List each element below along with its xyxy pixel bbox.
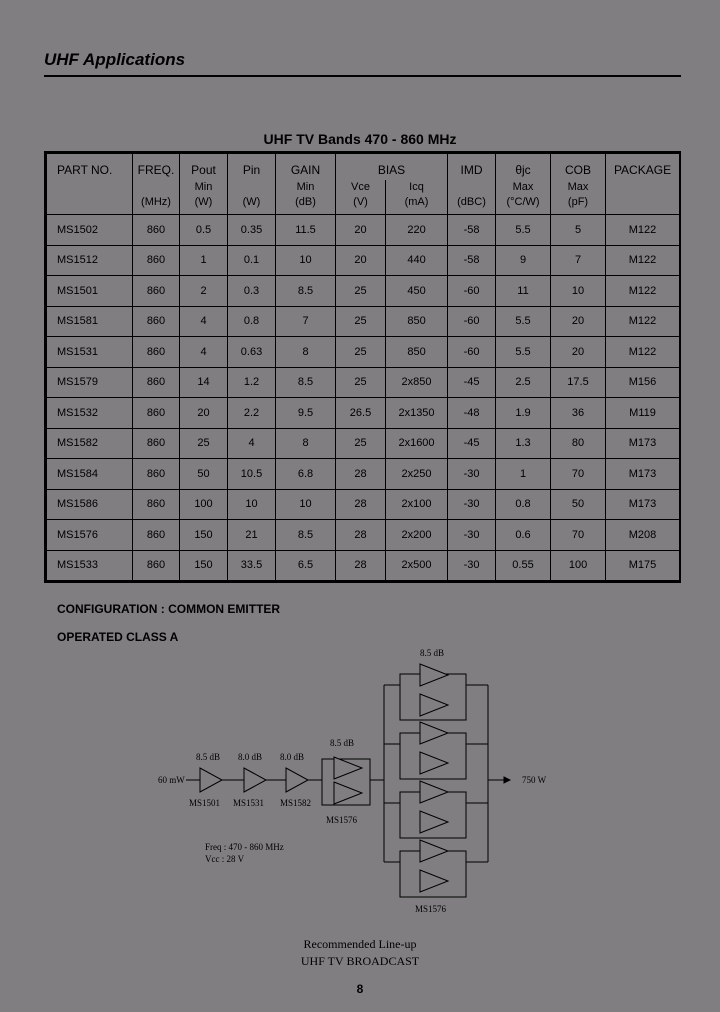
table-cell: M122 bbox=[606, 276, 680, 307]
table-cell: 4 bbox=[180, 306, 228, 337]
stage-3-gain: 8.0 dB bbox=[280, 752, 305, 762]
unit-cell: (dB) bbox=[276, 194, 336, 215]
unit-row bbox=[47, 194, 680, 215]
table-cell: 20 bbox=[180, 398, 228, 429]
table-cell: M122 bbox=[606, 337, 680, 368]
table-row bbox=[47, 428, 680, 459]
subheader-cell: Min bbox=[276, 180, 336, 194]
table-cell: 2x850 bbox=[386, 367, 448, 398]
table-cell: 20 bbox=[551, 306, 606, 337]
unit-cell: (mA) bbox=[386, 194, 448, 215]
table-cell: 7 bbox=[276, 306, 336, 337]
table-cell: 150 bbox=[180, 520, 228, 551]
table-cell: 9 bbox=[496, 245, 551, 276]
table-cell: M122 bbox=[606, 306, 680, 337]
table-cell: 0.35 bbox=[228, 215, 276, 246]
table-cell: 20 bbox=[336, 245, 386, 276]
part-number-cell: MS1582 bbox=[47, 428, 133, 459]
output-power-label: 750 W bbox=[522, 775, 547, 785]
table-cell: 2 bbox=[180, 276, 228, 307]
amp-stage-4b bbox=[334, 782, 362, 804]
table-cell: M175 bbox=[606, 550, 680, 581]
final-stage-gain: 8.5 dB bbox=[420, 648, 445, 658]
table-row bbox=[47, 367, 680, 398]
table-cell: 11 bbox=[496, 276, 551, 307]
header-row bbox=[47, 154, 680, 181]
freq-condition: Freq : 470 - 860 MHz bbox=[205, 842, 284, 852]
table-cell: 17.5 bbox=[551, 367, 606, 398]
spec-table bbox=[46, 153, 680, 581]
table-cell: -58 bbox=[448, 215, 496, 246]
table-title: UHF TV Bands 470 - 860 MHz bbox=[263, 131, 457, 147]
unit-cell bbox=[47, 194, 133, 215]
unit-cell: (W) bbox=[228, 194, 276, 215]
amp-stage-4a bbox=[334, 757, 362, 779]
subheader-cell bbox=[606, 180, 680, 194]
subheader-cell: Vce bbox=[336, 180, 386, 194]
part-number-cell: MS1581 bbox=[47, 306, 133, 337]
part-number-cell: MS1533 bbox=[47, 550, 133, 581]
table-cell: M156 bbox=[606, 367, 680, 398]
final-stage-part: MS1576 bbox=[415, 904, 447, 914]
col-header-pout: Pout bbox=[180, 154, 228, 181]
part-number-cell: MS1532 bbox=[47, 398, 133, 429]
spec-table-frame bbox=[44, 151, 681, 583]
heading-rule bbox=[44, 75, 681, 77]
stage-1-gain: 8.5 dB bbox=[196, 752, 221, 762]
part-number-cell: MS1531 bbox=[47, 337, 133, 368]
part-number-cell: MS1512 bbox=[47, 245, 133, 276]
table-cell: 860 bbox=[133, 337, 180, 368]
vcc-condition: Vcc : 28 V bbox=[205, 854, 245, 864]
table-cell: 8.5 bbox=[276, 367, 336, 398]
table-cell: 26.5 bbox=[336, 398, 386, 429]
caption-line-1: Recommended Line-up bbox=[303, 937, 417, 951]
unit-cell: (pF) bbox=[551, 194, 606, 215]
table-cell: 7 bbox=[551, 245, 606, 276]
table-row bbox=[47, 215, 680, 246]
table-row bbox=[47, 550, 680, 581]
table-cell: -60 bbox=[448, 306, 496, 337]
table-cell: 860 bbox=[133, 520, 180, 551]
table-cell: M173 bbox=[606, 489, 680, 520]
subheader-cell bbox=[448, 180, 496, 194]
table-cell: 150 bbox=[180, 550, 228, 581]
table-cell: 20 bbox=[551, 337, 606, 368]
table-cell: -30 bbox=[448, 459, 496, 490]
table-row bbox=[47, 306, 680, 337]
table-cell: 2.5 bbox=[496, 367, 551, 398]
table-cell: 10 bbox=[228, 489, 276, 520]
table-cell: 25 bbox=[336, 306, 386, 337]
table-cell: 36 bbox=[551, 398, 606, 429]
table-cell: M122 bbox=[606, 215, 680, 246]
table-cell: 860 bbox=[133, 489, 180, 520]
output-pair-3 bbox=[384, 781, 488, 838]
subheader-cell bbox=[133, 180, 180, 194]
col-header-freq: FREQ. bbox=[133, 154, 180, 181]
page-number: 8 bbox=[356, 982, 364, 996]
subheader-cell: Icq bbox=[386, 180, 448, 194]
table-cell: 8.5 bbox=[276, 520, 336, 551]
part-number-cell: MS1576 bbox=[47, 520, 133, 551]
table-cell: 2x1600 bbox=[386, 428, 448, 459]
unit-cell: (MHz) bbox=[133, 194, 180, 215]
table-cell: 0.63 bbox=[228, 337, 276, 368]
table-cell: -60 bbox=[448, 276, 496, 307]
part-number-cell: MS1586 bbox=[47, 489, 133, 520]
subheader-cell bbox=[47, 180, 133, 194]
table-cell: 10 bbox=[276, 245, 336, 276]
unit-cell: (dBC) bbox=[448, 194, 496, 215]
subheader-cell: Max bbox=[551, 180, 606, 194]
configuration-note: CONFIGURATION : COMMON EMITTER bbox=[57, 602, 281, 616]
amp-stage-2 bbox=[244, 768, 266, 792]
table-cell: -45 bbox=[448, 367, 496, 398]
table-cell: 1.2 bbox=[228, 367, 276, 398]
table-cell: M173 bbox=[606, 459, 680, 490]
table-cell: 33.5 bbox=[228, 550, 276, 581]
stage-3-part: MS1582 bbox=[280, 798, 312, 808]
table-cell: 25 bbox=[336, 337, 386, 368]
table-cell: 10 bbox=[276, 489, 336, 520]
table-cell: 0.55 bbox=[496, 550, 551, 581]
table-cell: 2x250 bbox=[386, 459, 448, 490]
table-cell: 28 bbox=[336, 550, 386, 581]
table-cell: -60 bbox=[448, 337, 496, 368]
table-cell: 450 bbox=[386, 276, 448, 307]
output-pair-4 bbox=[384, 840, 488, 897]
table-cell: 28 bbox=[336, 520, 386, 551]
col-header-theta: θjc bbox=[496, 154, 551, 181]
unit-cell bbox=[606, 194, 680, 215]
table-row bbox=[47, 398, 680, 429]
table-cell: -30 bbox=[448, 520, 496, 551]
table-cell: 25 bbox=[336, 276, 386, 307]
page-heading: UHF Applications bbox=[44, 50, 186, 69]
table-cell: 80 bbox=[551, 428, 606, 459]
table-cell: 860 bbox=[133, 245, 180, 276]
table-row bbox=[47, 459, 680, 490]
table-cell: M119 bbox=[606, 398, 680, 429]
table-cell: 8 bbox=[276, 428, 336, 459]
class-note: OPERATED CLASS A bbox=[57, 630, 179, 644]
table-cell: 50 bbox=[551, 489, 606, 520]
table-cell: 2x100 bbox=[386, 489, 448, 520]
table-cell: -30 bbox=[448, 550, 496, 581]
table-cell: 50 bbox=[180, 459, 228, 490]
table-cell: 100 bbox=[551, 550, 606, 581]
caption-line-2: UHF TV BROADCAST bbox=[300, 954, 420, 968]
table-cell: 5.5 bbox=[496, 215, 551, 246]
table-cell: 860 bbox=[133, 306, 180, 337]
amp-stage-1 bbox=[200, 768, 222, 792]
table-cell: 0.1 bbox=[228, 245, 276, 276]
part-number-cell: MS1502 bbox=[47, 215, 133, 246]
subheader-row bbox=[47, 180, 680, 194]
col-header-package: PACKAGE bbox=[606, 154, 680, 181]
col-header-bias: BIAS bbox=[336, 154, 448, 181]
table-cell: 2.2 bbox=[228, 398, 276, 429]
table-cell: 1 bbox=[496, 459, 551, 490]
table-cell: 440 bbox=[386, 245, 448, 276]
part-number-cell: MS1584 bbox=[47, 459, 133, 490]
subheader-cell: Min bbox=[180, 180, 228, 194]
unit-cell: (V) bbox=[336, 194, 386, 215]
table-cell: 1.3 bbox=[496, 428, 551, 459]
table-cell: 70 bbox=[551, 459, 606, 490]
table-cell: 70 bbox=[551, 520, 606, 551]
table-cell: 860 bbox=[133, 215, 180, 246]
table-cell: 1 bbox=[180, 245, 228, 276]
table-cell: 860 bbox=[133, 550, 180, 581]
col-header-part: PART NO. bbox=[47, 154, 133, 181]
table-cell: 14 bbox=[180, 367, 228, 398]
table-cell: 2x200 bbox=[386, 520, 448, 551]
table-cell: 220 bbox=[386, 215, 448, 246]
stage-1-part: MS1501 bbox=[189, 798, 221, 808]
table-cell: -48 bbox=[448, 398, 496, 429]
table-cell: 0.8 bbox=[228, 306, 276, 337]
col-header-gain: GAIN bbox=[276, 154, 336, 181]
table-cell: 21 bbox=[228, 520, 276, 551]
stage-2-gain: 8.0 dB bbox=[238, 752, 263, 762]
table-cell: 25 bbox=[336, 428, 386, 459]
lineup-diagram bbox=[0, 640, 720, 920]
table-row bbox=[47, 245, 680, 276]
table-cell: 860 bbox=[133, 398, 180, 429]
table-cell: -30 bbox=[448, 489, 496, 520]
table-cell: 850 bbox=[386, 306, 448, 337]
col-header-imd: IMD bbox=[448, 154, 496, 181]
unit-cell: (°C/W) bbox=[496, 194, 551, 215]
table-cell: 5.5 bbox=[496, 337, 551, 368]
output-pair-2 bbox=[384, 722, 488, 779]
table-cell: 10.5 bbox=[228, 459, 276, 490]
table-cell: 6.8 bbox=[276, 459, 336, 490]
part-number-cell: MS1579 bbox=[47, 367, 133, 398]
table-cell: 4 bbox=[228, 428, 276, 459]
table-cell: M122 bbox=[606, 245, 680, 276]
subheader-cell bbox=[228, 180, 276, 194]
table-row bbox=[47, 337, 680, 368]
table-cell: 11.5 bbox=[276, 215, 336, 246]
table-cell: M173 bbox=[606, 428, 680, 459]
table-cell: 850 bbox=[386, 337, 448, 368]
table-cell: 9.5 bbox=[276, 398, 336, 429]
table-row bbox=[47, 489, 680, 520]
table-cell: 1.9 bbox=[496, 398, 551, 429]
table-cell: 860 bbox=[133, 276, 180, 307]
table-cell: 28 bbox=[336, 489, 386, 520]
input-power-label: 60 mW bbox=[158, 775, 185, 785]
table-body bbox=[47, 215, 680, 581]
subheader-cell: Max bbox=[496, 180, 551, 194]
table-cell: 28 bbox=[336, 459, 386, 490]
table-cell: 5.5 bbox=[496, 306, 551, 337]
table-cell: 25 bbox=[336, 367, 386, 398]
table-cell: 0.5 bbox=[180, 215, 228, 246]
table-cell: 100 bbox=[180, 489, 228, 520]
table-cell: 5 bbox=[551, 215, 606, 246]
stage-4-gain: 8.5 dB bbox=[330, 738, 355, 748]
table-cell: 10 bbox=[551, 276, 606, 307]
table-cell: 2x1350 bbox=[386, 398, 448, 429]
stage-2-part: MS1531 bbox=[233, 798, 265, 808]
table-cell: 860 bbox=[133, 459, 180, 490]
table-cell: 860 bbox=[133, 428, 180, 459]
col-header-cob: COB bbox=[551, 154, 606, 181]
table-cell: 4 bbox=[180, 337, 228, 368]
col-header-pin: Pin bbox=[228, 154, 276, 181]
table-cell: -45 bbox=[448, 428, 496, 459]
table-cell: 2x500 bbox=[386, 550, 448, 581]
table-row bbox=[47, 520, 680, 551]
table-cell: M208 bbox=[606, 520, 680, 551]
table-row bbox=[47, 276, 680, 307]
unit-cell: (W) bbox=[180, 194, 228, 215]
table-cell: 6.5 bbox=[276, 550, 336, 581]
part-number-cell: MS1501 bbox=[47, 276, 133, 307]
table-cell: 25 bbox=[180, 428, 228, 459]
table-cell: 0.6 bbox=[496, 520, 551, 551]
table-cell: -58 bbox=[448, 245, 496, 276]
amp-stage-3 bbox=[286, 768, 308, 792]
table-cell: 0.8 bbox=[496, 489, 551, 520]
table-cell: 860 bbox=[133, 367, 180, 398]
table-cell: 0.3 bbox=[228, 276, 276, 307]
output-pair-1 bbox=[384, 664, 488, 720]
table-cell: 20 bbox=[336, 215, 386, 246]
table-cell: 8 bbox=[276, 337, 336, 368]
table-cell: 8.5 bbox=[276, 276, 336, 307]
stage-4-part: MS1576 bbox=[326, 815, 358, 825]
